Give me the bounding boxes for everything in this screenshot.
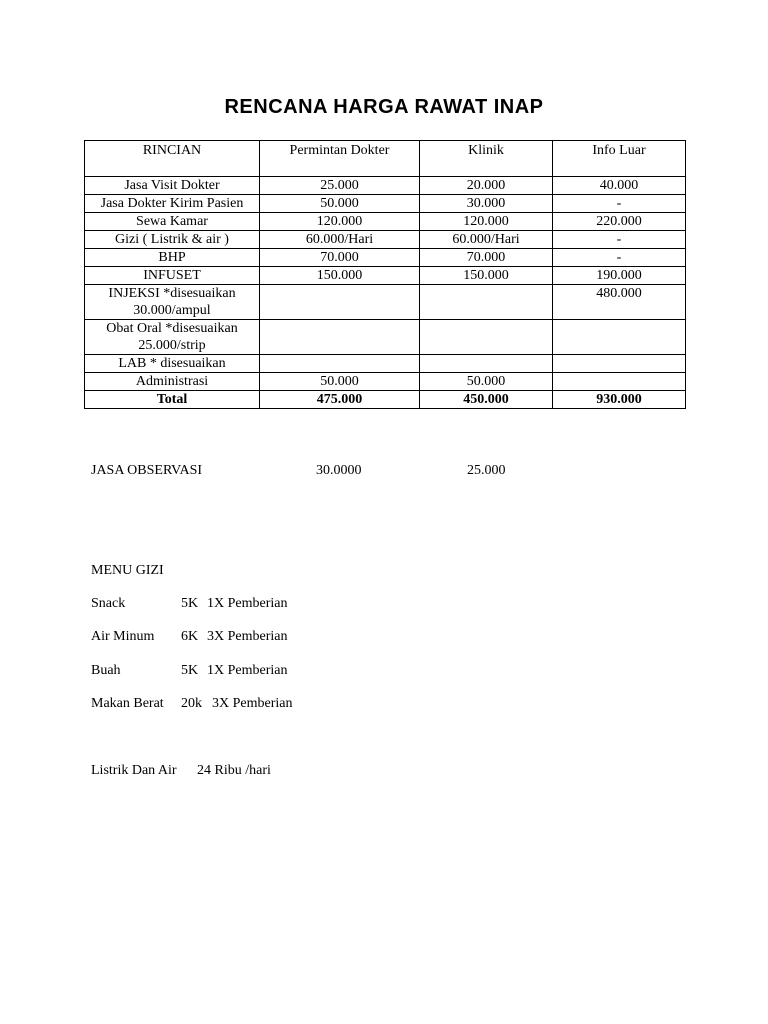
menu-item-name: Snack xyxy=(91,596,126,611)
row-label: Obat Oral *disesuaikan 25.000/strip xyxy=(85,320,260,355)
row-info-luar xyxy=(553,373,686,391)
menu-gizi-item xyxy=(91,629,391,647)
row-label: INJEKSI *disesuaikan 30.000/ampul xyxy=(85,285,260,320)
row-info-luar: 190.000 xyxy=(553,267,686,285)
row-klinik: 120.000 xyxy=(420,213,553,231)
row-dokter: 50.000 xyxy=(260,373,420,391)
menu-item-name: Air Minum xyxy=(91,629,155,644)
row-dokter xyxy=(260,320,420,355)
table-row xyxy=(85,249,686,267)
row-klinik: 50.000 xyxy=(420,373,553,391)
header-permintaan-dokter: Permintan Dokter xyxy=(260,141,420,177)
row-dokter xyxy=(260,355,420,373)
menu-item-price: 20k xyxy=(181,696,202,711)
observasi-line xyxy=(91,463,691,481)
row-info-luar: - xyxy=(553,231,686,249)
table-row xyxy=(85,177,686,195)
menu-item-price: 5K xyxy=(181,596,199,611)
menu-item-name: Buah xyxy=(91,663,121,678)
total-dokter: 475.000 xyxy=(260,391,420,409)
row-info-luar: 480.000 xyxy=(553,285,686,320)
menu-item-freq: 1X Pemberian xyxy=(207,596,288,611)
header-rincian: RINCIAN xyxy=(85,141,260,177)
row-dokter: 150.000 xyxy=(260,267,420,285)
menu-gizi-heading: MENU GIZI xyxy=(91,563,164,578)
observasi-klinik: 25.000 xyxy=(467,463,506,478)
row-dokter: 60.000/Hari xyxy=(260,231,420,249)
table-header-row xyxy=(85,141,686,177)
table-row xyxy=(85,267,686,285)
row-info-luar: 40.000 xyxy=(553,177,686,195)
row-label: Administrasi xyxy=(85,373,260,391)
total-row xyxy=(85,391,686,409)
row-info-luar: 220.000 xyxy=(553,213,686,231)
row-klinik: 20.000 xyxy=(420,177,553,195)
row-klinik xyxy=(420,320,553,355)
table-row xyxy=(85,373,686,391)
table-row xyxy=(85,285,686,320)
row-label: Jasa Dokter Kirim Pasien xyxy=(85,195,260,213)
row-klinik xyxy=(420,355,553,373)
row-dokter: 120.000 xyxy=(260,213,420,231)
table-row xyxy=(85,355,686,373)
listrik-line xyxy=(91,763,391,781)
row-label: INFUSET xyxy=(85,267,260,285)
total-label: Total xyxy=(85,391,260,409)
header-klinik: Klinik xyxy=(420,141,553,177)
table-row xyxy=(85,231,686,249)
listrik-value: 24 Ribu /hari xyxy=(197,763,271,778)
observasi-label: JASA OBSERVASI xyxy=(91,463,203,478)
page-title: RENCANA HARGA RAWAT INAP xyxy=(224,96,544,118)
price-table xyxy=(84,140,686,409)
menu-gizi-item xyxy=(91,663,391,681)
row-label: Sewa Kamar xyxy=(85,213,260,231)
total-klinik: 450.000 xyxy=(420,391,553,409)
row-klinik: 150.000 xyxy=(420,267,553,285)
menu-item-freq: 3X Pemberian xyxy=(212,696,293,711)
table-row xyxy=(85,320,686,355)
row-klinik: 30.000 xyxy=(420,195,553,213)
menu-item-price: 5K xyxy=(181,663,199,678)
header-info-luar: Info Luar xyxy=(553,141,686,177)
row-info-luar xyxy=(553,355,686,373)
row-label: LAB * disesuaikan xyxy=(85,355,260,373)
total-info-luar: 930.000 xyxy=(553,391,686,409)
menu-item-freq: 3X Pemberian xyxy=(207,629,288,644)
row-label: BHP xyxy=(85,249,260,267)
table-row xyxy=(85,213,686,231)
menu-item-price: 6K xyxy=(181,629,199,644)
observasi-dokter: 30.0000 xyxy=(316,463,362,478)
table-row xyxy=(85,195,686,213)
row-dokter: 50.000 xyxy=(260,195,420,213)
row-dokter: 25.000 xyxy=(260,177,420,195)
row-info-luar: - xyxy=(553,195,686,213)
row-info-luar: - xyxy=(553,249,686,267)
menu-gizi-item xyxy=(91,596,391,614)
row-info-luar xyxy=(553,320,686,355)
row-dokter xyxy=(260,285,420,320)
row-label: Jasa Visit Dokter xyxy=(85,177,260,195)
row-label: Gizi ( Listrik & air ) xyxy=(85,231,260,249)
menu-gizi-item xyxy=(91,696,391,714)
menu-item-freq: 1X Pemberian xyxy=(207,663,288,678)
listrik-label: Listrik Dan Air xyxy=(91,763,177,778)
row-klinik: 60.000/Hari xyxy=(420,231,553,249)
row-klinik xyxy=(420,285,553,320)
menu-item-name: Makan Berat xyxy=(91,696,164,711)
row-klinik: 70.000 xyxy=(420,249,553,267)
row-dokter: 70.000 xyxy=(260,249,420,267)
